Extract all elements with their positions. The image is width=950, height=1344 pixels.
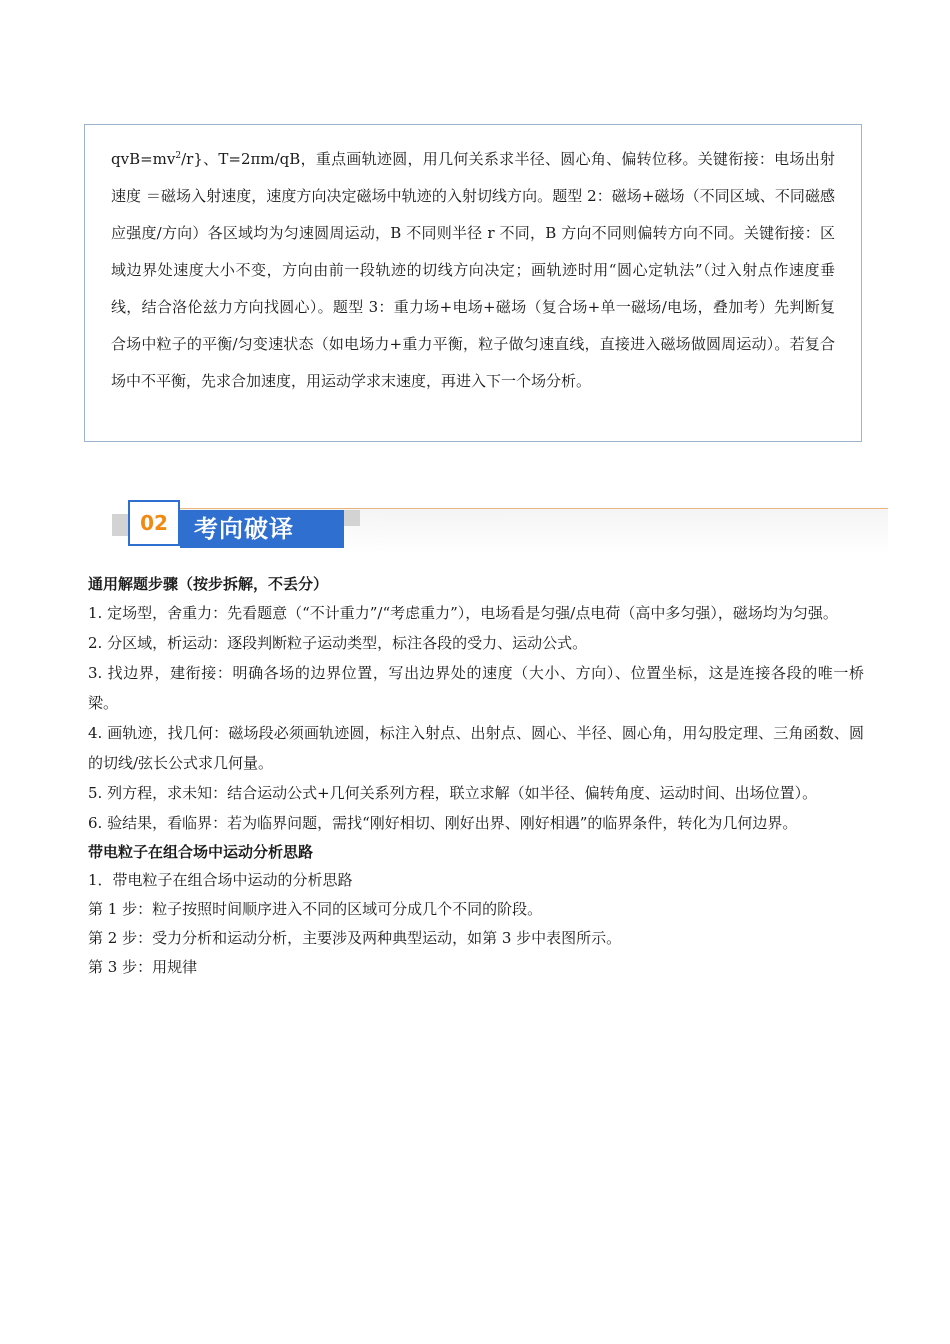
step-item: 5. 列方程，求未知：结合运动公式+几何关系列方程，联立求解（如半径、偏转角度、运动时间、出场位置）。: [88, 784, 818, 802]
section-number: 02: [128, 500, 180, 546]
analysis-line: 1．带电粒子在组合场中运动的分析思路: [88, 871, 353, 889]
section-header: [112, 496, 888, 558]
summary-box: [84, 124, 862, 442]
heading-general-steps: 通用解题步骤（按步拆解，不丢分）: [88, 575, 329, 593]
analysis-line: 第 2 步：受力分析和运动分析，主要涉及两种典型运动，如第 3 步中表图所示。: [88, 929, 622, 947]
summary-superscript: 2: [175, 151, 182, 161]
step-item: 4. 画轨迹，找几何：磁场段必须画轨迹圆，标注入射点、出射点、圆心、半径、圆心角，用勾股定理、三角函数、圆的切线/弦长公式求几何量。: [88, 724, 864, 772]
analysis-line: 第 1 步：粒子按照时间顺序进入不同的区域可分成几个不同的阶段。: [88, 900, 543, 918]
main-content: [88, 570, 864, 982]
summary-text-prefix: qvB=mv: [111, 150, 176, 168]
analysis-line: 第 3 步：用规律: [88, 958, 198, 976]
step-item: 3. 找边界，建衔接：明确各场的边界位置，写出边界处的速度（大小、方向）、位置坐标，这是连接各段的唯一桥梁。: [88, 664, 864, 712]
step-item: 1. 定场型，舍重力：先看题意（“不计重力”/“考虑重力”），电场看是匀强/点电荷（高中多匀强），磁场均为匀强。: [88, 604, 838, 622]
step-item: 2. 分区域，析运动：逐段判断粒子运动类型，标注各段的受力、运动公式。: [88, 634, 588, 652]
summary-text: /r}、T=2πm/qB，重点画轨迹圆，用几何关系求半径、圆心角、偏转位移。关键衔接：电场出射速度 ＝磁场入射速度，速度方向决定磁场中轨迹的入射切线方向。题型 2：磁场+磁场（不同区域、不同磁感应强度/方向）各区域均为匀速圆周运动，B 不同则半径 r 不同，B 方向不同则偏转方向不同。关键衔接：区域边界处速度大小不变，方向由前一段轨迹的切线方向决定；画轨迹时用“圆心定轨法”（过入射点作速度垂线，结合洛伦兹力方向找圆心）。题型 3：重力场+电场+磁场（复合场+单一磁场/电场，叠加考）先判断复合场中粒子的平衡/匀变速状态（如电场力+重力平衡，粒子做匀速直线，直接进入磁场做圆周运动）。若复合场中不平衡，先求合加速度，用运动学求末速度，再进入下一个场分析。: [111, 150, 835, 390]
heading-analysis: 带电粒子在组合场中运动分析思路: [88, 843, 314, 861]
step-item: 6. 验结果，看临界：若为临界问题，需找“刚好相切、刚好出界、刚好相遇”的临界条件，转化为几何边界。: [88, 814, 798, 832]
section-header-rule: [180, 508, 888, 509]
section-title: 考向破译: [180, 510, 344, 548]
